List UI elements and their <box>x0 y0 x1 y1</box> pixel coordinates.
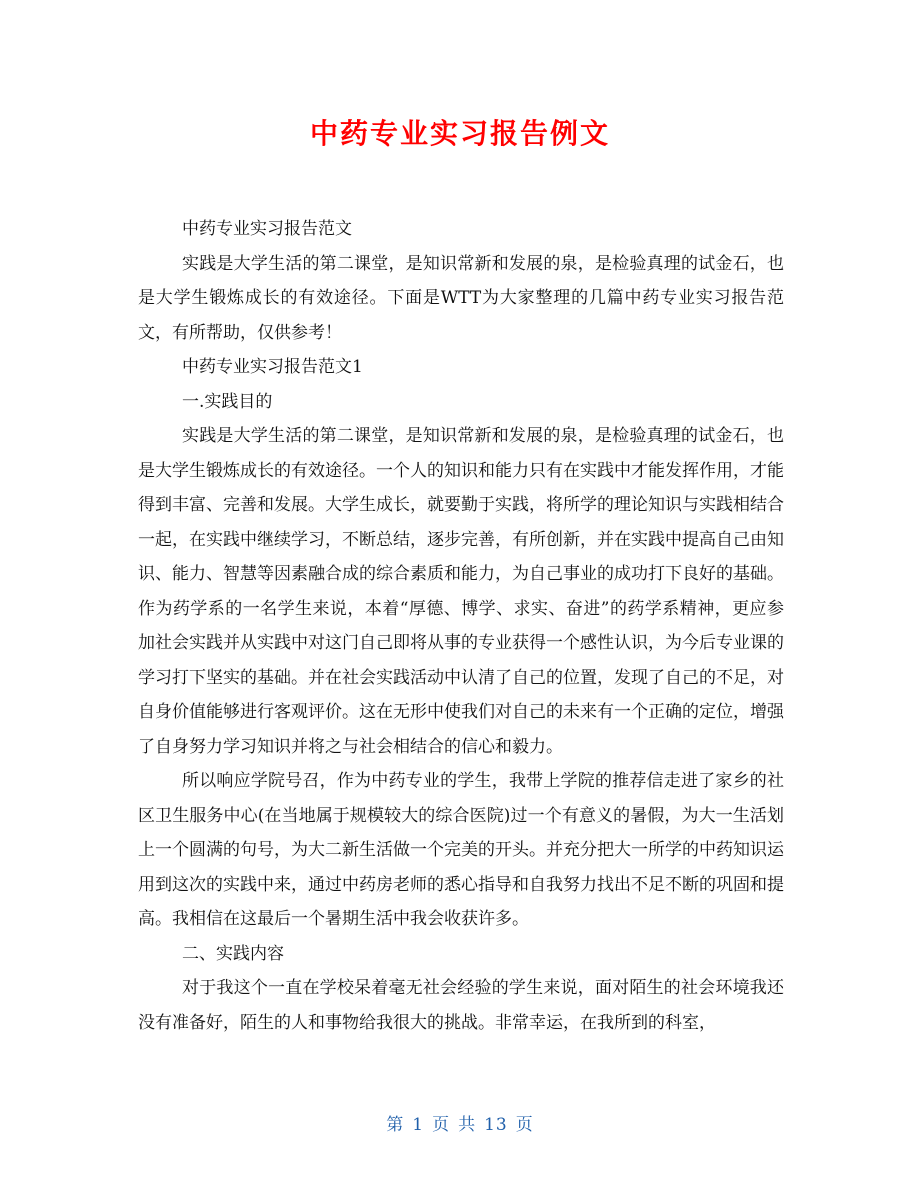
paragraph-intro: 实践是大学生活的第二课堂，是知识常新和发展的泉，是检验真理的试金石，也是大学生锻炼成长的有效途径。下面是WTT为大家整理的几篇中药专业实习报告范文，有所帮助，仅供参考！ <box>138 253 784 343</box>
footer-current-page: 1 <box>412 1115 425 1135</box>
paragraph-subtitle: 中药专业实习报告范文 <box>182 219 352 239</box>
document-title: 中药专业实习报告例文 <box>309 117 610 150</box>
footer-suffix: 页 <box>515 1115 534 1135</box>
footer-total-pages: 13 <box>484 1115 508 1135</box>
footer-total-word: 共 <box>458 1115 477 1135</box>
paragraph-section-heading: 中药专业实习报告范文1 <box>182 357 363 377</box>
paragraph-response-body: 所以响应学院号召，作为中药专业的学生，我带上学院的推荐信走进了家乡的社区卫生服务中心(在当地属于规模较大的综合医院)过一个有意义的暑假，为大一生活划上一个圆满的句号，为大二新生活做一个完美的开头。并充分把大一所学的中药知识运用到这次的实践中来，通过中药房老师的悉心指导和自我努力找出不足不断的巩固和提高。我相信在这最后一个暑期生活中我会收获许多。 <box>138 771 784 929</box>
paragraph-purpose-body: 实践是大学生活的第二课堂，是知识常新和发展的泉，是检验真理的试金石，也是大学生锻炼成长的有效途径。一个人的知识和能力只有在实践中才能发挥作用，才能得到丰富、完善和发展。大学生成长，就要勤于实践，将所学的理论知识与实践相结合一起，在实践中继续学习，不断总结，逐步完善，有所创新，并在实践中提高自己由知识、能力、智慧等因素融合成的综合素质和能力，为自己事业的成功打下良好的基础。作为药学系的一名学生来说，本着“厚德、博学、求实、奋进”的药学系精神，更应参加社会实践并从实践中对这门自己即将从事的专业获得一个感性认识，为今后专业课的学习打下坚实的基础。并在社会实践活动中认清了自己的位置，发现了自己的不足，对自身价值能够进行客观评价。这在无形中使我们对自己的未来有一个正确的定位，增强了自身努力学习知识并将之与社会相结合的信心和毅力。 <box>138 426 784 757</box>
document-body <box>138 212 784 1040</box>
paragraph-heading-content: 二、实践内容 <box>182 943 284 964</box>
footer-prefix: 第 <box>386 1115 405 1135</box>
footer-page-word: 页 <box>432 1115 451 1135</box>
paragraph-heading-purpose: 一.实践目的 <box>182 391 273 412</box>
page-footer <box>0 1110 920 1135</box>
paragraph-content-body: 对于我这个一直在学校呆着毫无社会经验的学生来说，面对陌生的社会环境我还没有准备好，陌生的人和事物给我很大的挑战。非常幸运，在我所到的科室， <box>138 978 784 1033</box>
